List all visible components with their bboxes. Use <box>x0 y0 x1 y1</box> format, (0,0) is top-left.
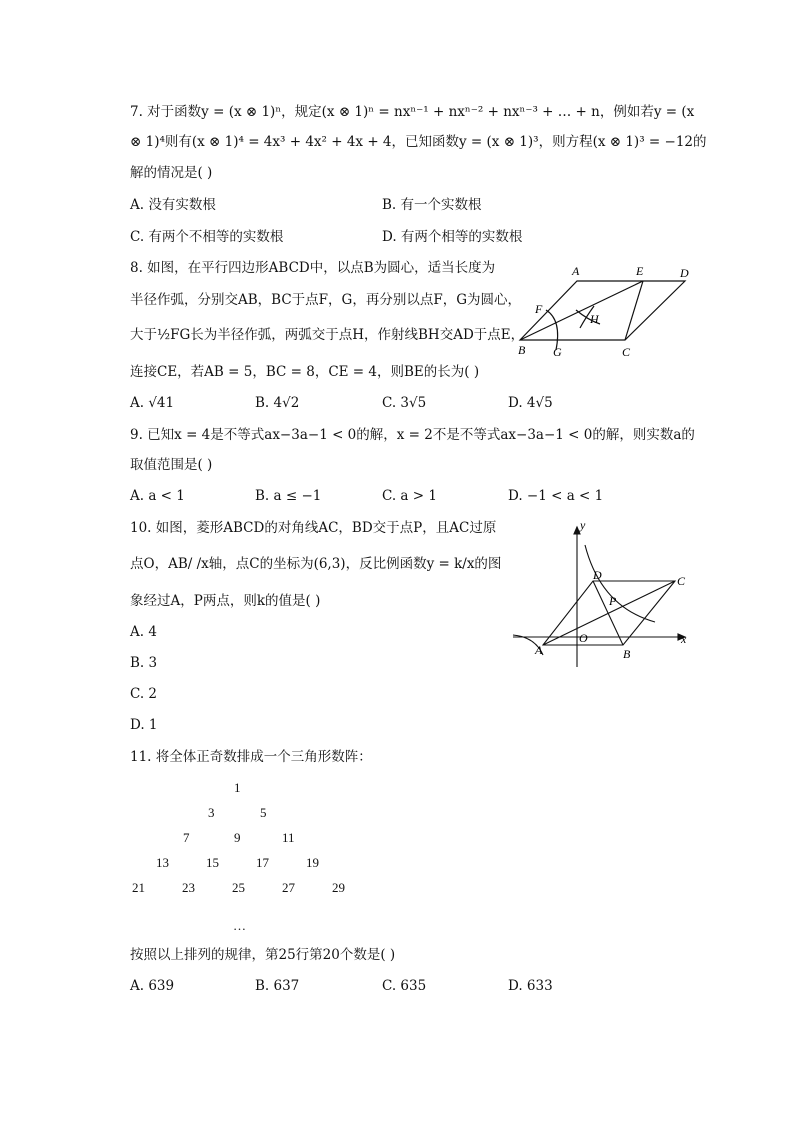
q11-option-a: A. 639 <box>130 978 175 994</box>
diagonal-ac <box>543 581 675 645</box>
q11-option-d: D. 633 <box>508 978 553 994</box>
q9-line-2: 取值范围是( ) <box>130 457 213 473</box>
axis-label-x: x <box>681 632 687 646</box>
q8-parallelogram-figure <box>510 262 700 362</box>
triangle-number: 17 <box>256 855 269 870</box>
label-o: O <box>579 631 588 645</box>
hyperbola-branch-1 <box>585 545 655 622</box>
label-g: G <box>553 345 562 359</box>
q7-option-c: C. 有两个不相等的实数根 <box>130 229 284 245</box>
triangle-number: 29 <box>332 880 345 895</box>
q10-line-2: 点O，AB/ /x轴，点C的坐标为(6,3)，反比例函数y = k/x的图 <box>130 556 502 572</box>
q10-option-c: C. 2 <box>130 686 158 702</box>
parallelogram-abcd <box>520 281 685 340</box>
label-d: D <box>593 568 602 582</box>
axis-label-y: y <box>580 518 586 532</box>
label-c: C <box>677 574 686 588</box>
q9-option-c: C. a > 1 <box>382 488 437 504</box>
label-b: B <box>518 343 526 357</box>
triangle-number: 27 <box>282 880 295 895</box>
label-a: A <box>572 264 580 278</box>
q11-line-2: 按照以上排列的规律，第25行第20个数是( ) <box>130 947 396 963</box>
triangle-number: 11 <box>282 830 295 845</box>
q7-line-2: ⊗ 1)⁴则有(x ⊗ 1)⁴ = 4x³ + 4x² + 4x + 4，已知函数y = (x ⊗ 1)³，则方程(x ⊗ 1)³ = −12的 <box>130 134 707 150</box>
q8-line-3: 大于½FG长为半径作弧，两弧交于点H，作射线BH交AD于点E， <box>130 327 525 343</box>
q8-option-b: B. 4√2 <box>255 395 300 411</box>
label-b: B <box>623 647 631 661</box>
q7-option-a: A. 没有实数根 <box>130 197 216 213</box>
triangle-number: 9 <box>234 830 241 845</box>
triangle-number: 3 <box>208 805 215 820</box>
triangle-number: 25 <box>232 880 245 895</box>
triangle-number: 13 <box>156 855 169 870</box>
q11-line-1: 11. 将全体正奇数排成一个三角形数阵： <box>130 749 372 765</box>
label-p: P <box>609 594 617 608</box>
q9-line-1: 9. 已知x = 4是不等式ax−3a−1 < 0的解，x = 2不是不等式ax−3a−1 < 0的解，则实数a的 <box>130 427 695 443</box>
q10-rhombus-figure <box>505 515 705 675</box>
q7-option-d: D. 有两个相等的实数根 <box>382 229 523 245</box>
triangle-number: 23 <box>182 880 195 895</box>
q10-line-1: 10. 如图，菱形ABCD的对角线AC，BD交于点P，且AC过原 <box>130 520 497 536</box>
q10-option-d: D. 1 <box>130 717 158 733</box>
q8-option-a: A. √41 <box>130 395 175 411</box>
q9-option-a: A. a < 1 <box>130 488 185 504</box>
label-f: F <box>535 302 543 316</box>
label-a: A <box>535 643 543 657</box>
triangle-number: 15 <box>206 855 219 870</box>
q8-option-c: C. 3√5 <box>382 395 427 411</box>
triangle-number: 7 <box>183 830 190 845</box>
q7-option-b: B. 有一个实数根 <box>382 197 482 213</box>
q10-option-b: B. 3 <box>130 655 158 671</box>
q8-line-4: 连接CE，若AB = 5，BC = 8，CE = 4，则BE的长为( ) <box>130 364 480 380</box>
label-d: D <box>680 266 689 280</box>
label-e: E <box>636 264 644 278</box>
triangle-number: 1 <box>234 780 241 795</box>
triangle-number: 5 <box>260 805 267 820</box>
q9-option-b: B. a ≤ −1 <box>255 488 322 504</box>
arc-fg <box>546 310 558 350</box>
q11-option-b: B. 637 <box>255 978 300 994</box>
triangle-number: 21 <box>132 880 145 895</box>
label-h: H <box>590 312 599 326</box>
q8-line-2: 半径作弧，分别交AB，BC于点F，G，再分别以点F，G为圆心， <box>130 292 521 308</box>
q11-option-c: C. 635 <box>382 978 427 994</box>
q7-line-1: 7. 对于函数y = (x ⊗ 1)ⁿ，规定(x ⊗ 1)ⁿ = nxⁿ⁻¹ + nxⁿ⁻² + nxⁿ⁻³ + … + n，例如若y = (x <box>130 104 695 120</box>
q7-line-3: 解的情况是( ) <box>130 165 213 181</box>
triangle-ellipsis: … <box>233 918 246 933</box>
label-c: C <box>622 345 631 359</box>
q9-option-d: D. −1 < a < 1 <box>508 488 604 504</box>
triangle-number: 19 <box>306 855 319 870</box>
q8-line-1: 8. 如图，在平行四边形ABCD中，以点B为圆心，适当长度为 <box>130 260 496 276</box>
q10-option-a: A. 4 <box>130 624 157 640</box>
q8-option-d: D. 4√5 <box>508 395 553 411</box>
diagonal-bd <box>593 581 623 645</box>
q10-line-3: 象经过A，P两点，则k的值是( ) <box>130 593 321 609</box>
